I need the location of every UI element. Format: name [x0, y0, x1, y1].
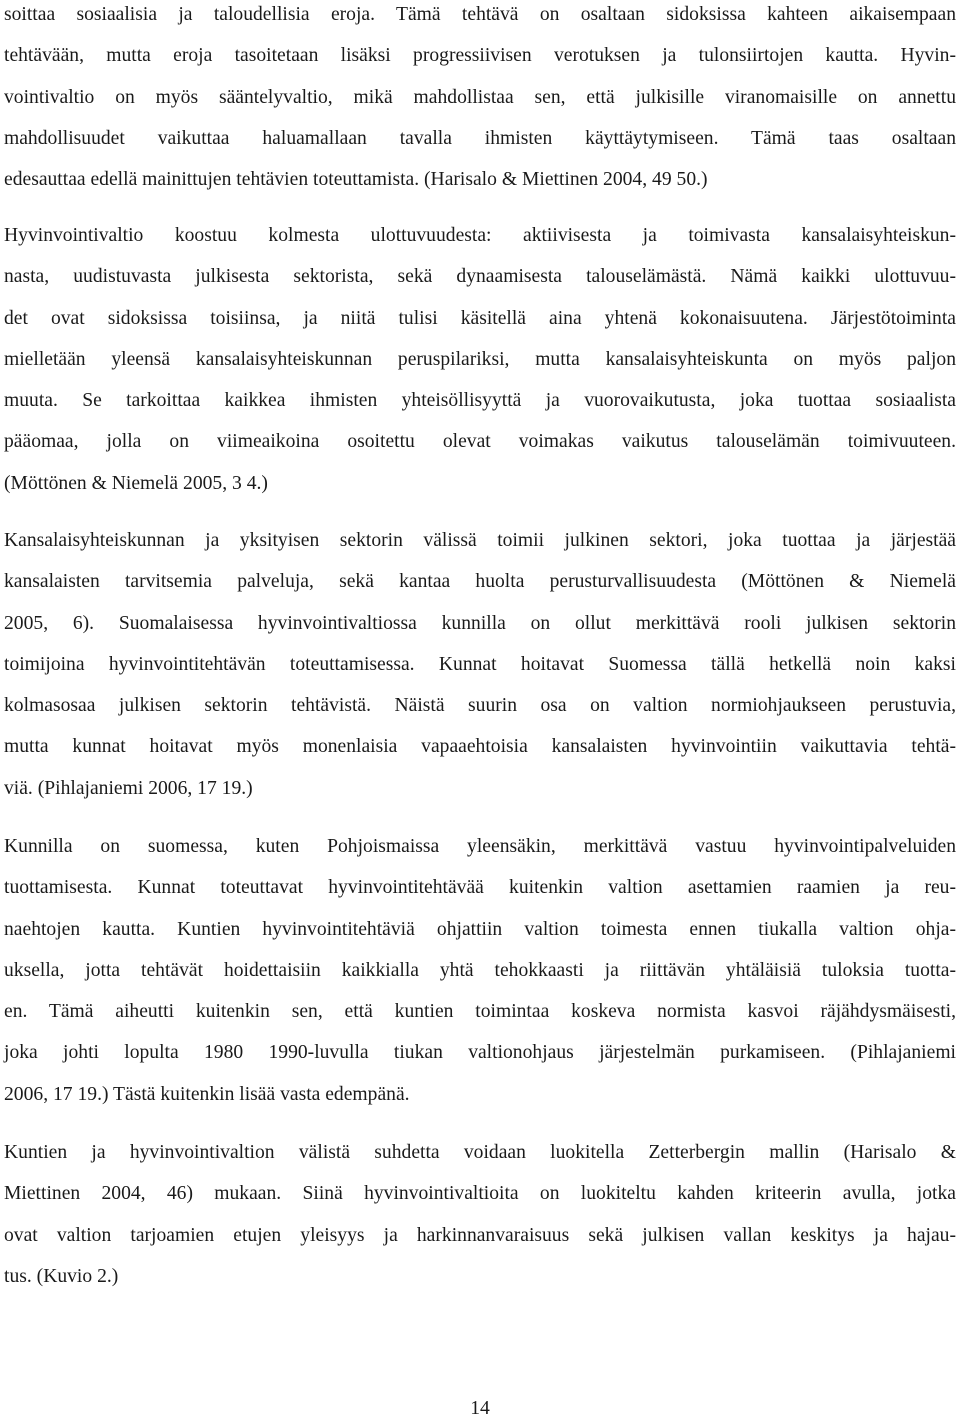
text-line: uksella, jotta tehtävät hoidettaisiin kaikkialla yhtä tehokkaasti ja riittävän yhtäläisiä tuloksia tuotta-: [4, 959, 956, 981]
text-line: mahdollisuudet vaikuttaa haluamallaan tavalla ihmisten käyttäytymiseen. Tämä taas osaltaan: [4, 127, 956, 149]
text-line: det ovat sidoksissa toisiinsa, ja niitä tulisi käsitellä aina yhtenä kokonaisuutena. Järjestötoiminta: [4, 307, 956, 329]
text-line: Kunnilla on suomessa, kuten Pohjoismaissa yleensäkin, merkittävä vastuu hyvinvointipalveluiden: [4, 836, 956, 857]
text-line: en. Tämä aiheutti kuitenkin sen, että kuntien toimintaa koskeva normista kasvoi räjähdysmäisesti,: [4, 1001, 956, 1023]
text-line: Hyvinvointivaltio koostuu kolmesta ulottuvuudesta: aktiivisesta ja toimivasta kansalaisyhteiskun-: [4, 225, 956, 246]
text-line: joka johti lopulta 1980 1990-luvulla tiukan valtionohjaus järjestelmän purkamiseen. (Pihlajaniemi: [4, 1042, 956, 1064]
paragraph-3: [4, 520, 956, 809]
text-line: Kuntien ja hyvinvointivaltion välistä suhdetta voidaan luokitella Zetterbergin mallin (Harisalo &: [4, 1142, 956, 1163]
text-line: tehtävään, mutta eroja tasoitetaan lisäksi progressiivisen verotuksen ja tulonsiirtojen kautta. Hyvin-: [4, 45, 956, 67]
text-line: muuta. Se tarkoittaa kaikkea ihmisten yhteisöllisyyttä ja vuorovaikutusta, joka tuottaa sosiaalista: [4, 390, 956, 412]
text-line: soittaa sosiaalisia ja taloudellisia eroja. Tämä tehtävä on osaltaan sidoksissa kahteen aikaisempaan: [4, 4, 956, 25]
text-line: toimijoina hyvinvointitehtävän toteuttamisessa. Kunnat hoitavat Suomessa tällä hetkellä noin kaksi: [4, 653, 956, 675]
paragraph-5: [4, 1132, 956, 1297]
text-line: ovat valtion tarjoamien etujen yleisyys ja harkinnanvaraisuus sekä julkisen vallan keskitys ja hajau-: [4, 1224, 956, 1246]
text-line: kansalaisten tarvitsemia palveluja, sekä kantaa huolta perusturvallisuudesta (Möttönen & Niemelä: [4, 571, 956, 593]
text-line: 2006, 17 19.) Tästä kuitenkin lisää vasta edempänä.: [4, 1083, 410, 1105]
text-line: tuottamisesta. Kunnat toteuttavat hyvinvointitehtävää kuitenkin valtion asettamien raamien ja reu-: [4, 877, 956, 899]
text-line: Miettinen 2004, 46) mukaan. Siinä hyvinvointivaltioita on luokiteltu kahden kriteerin avulla, jotka: [4, 1183, 956, 1205]
page-number: 14: [470, 1398, 490, 1419]
text-line: mielletään yleensä kansalaisyhteiskunnan peruspilariksi, mutta kansalaisyhteiskunta on myös paljon: [4, 348, 956, 370]
text-line: vointivaltio on myös sääntelyvaltio, mikä mahdollistaa sen, että julkisille viranomaisille on annettu: [4, 86, 956, 108]
paragraph-1: [4, 0, 956, 200]
text-line: mutta kunnat hoitavat myös monenlaisia vapaaehtoisia kansalaisten hyvinvointiin vaikuttavia tehtä-: [4, 736, 956, 758]
text-line: edesauttaa edellä mainittujen tehtävien toteuttamista. (Harisalo & Miettinen 2004, 49 50.): [4, 169, 708, 191]
text-line: viä. (Pihlajaniemi 2006, 17 19.): [4, 777, 253, 799]
text-line: tus. (Kuvio 2.): [4, 1265, 119, 1287]
text-line: (Möttönen & Niemelä 2005, 3 4.): [4, 472, 268, 494]
text-line: 2005, 6). Suomalaisessa hyvinvointivaltiossa kunnilla on ollut merkittävä rooli julkisen sektorin: [4, 612, 956, 634]
text-line: Kansalaisyhteiskunnan ja yksityisen sektorin välissä toimii julkinen sektori, joka tuottaa ja järjestää: [4, 530, 956, 551]
text-line: pääomaa, jolla on viimeaikoina osoitettu olevat voimakas vaikutus talouselämän toimivuuteen.: [4, 431, 956, 453]
text-line: kolmasosaa julkisen sektorin tehtävistä. Näistä suurin osa on valtion normiohjaukseen perustuvia,: [4, 695, 956, 717]
text-line: naehtojen kautta. Kuntien hyvinvointitehtäviä ohjattiin valtion toimesta ennen tiukalla valtion ohja-: [4, 918, 956, 940]
paragraph-2: [4, 215, 956, 504]
paragraph-4: [4, 826, 956, 1115]
text-line: nasta, uudistuvasta julkisesta sektorista, sekä dynaamisesta talouselämästä. Nämä kaikki ulottuvuu-: [4, 266, 956, 288]
